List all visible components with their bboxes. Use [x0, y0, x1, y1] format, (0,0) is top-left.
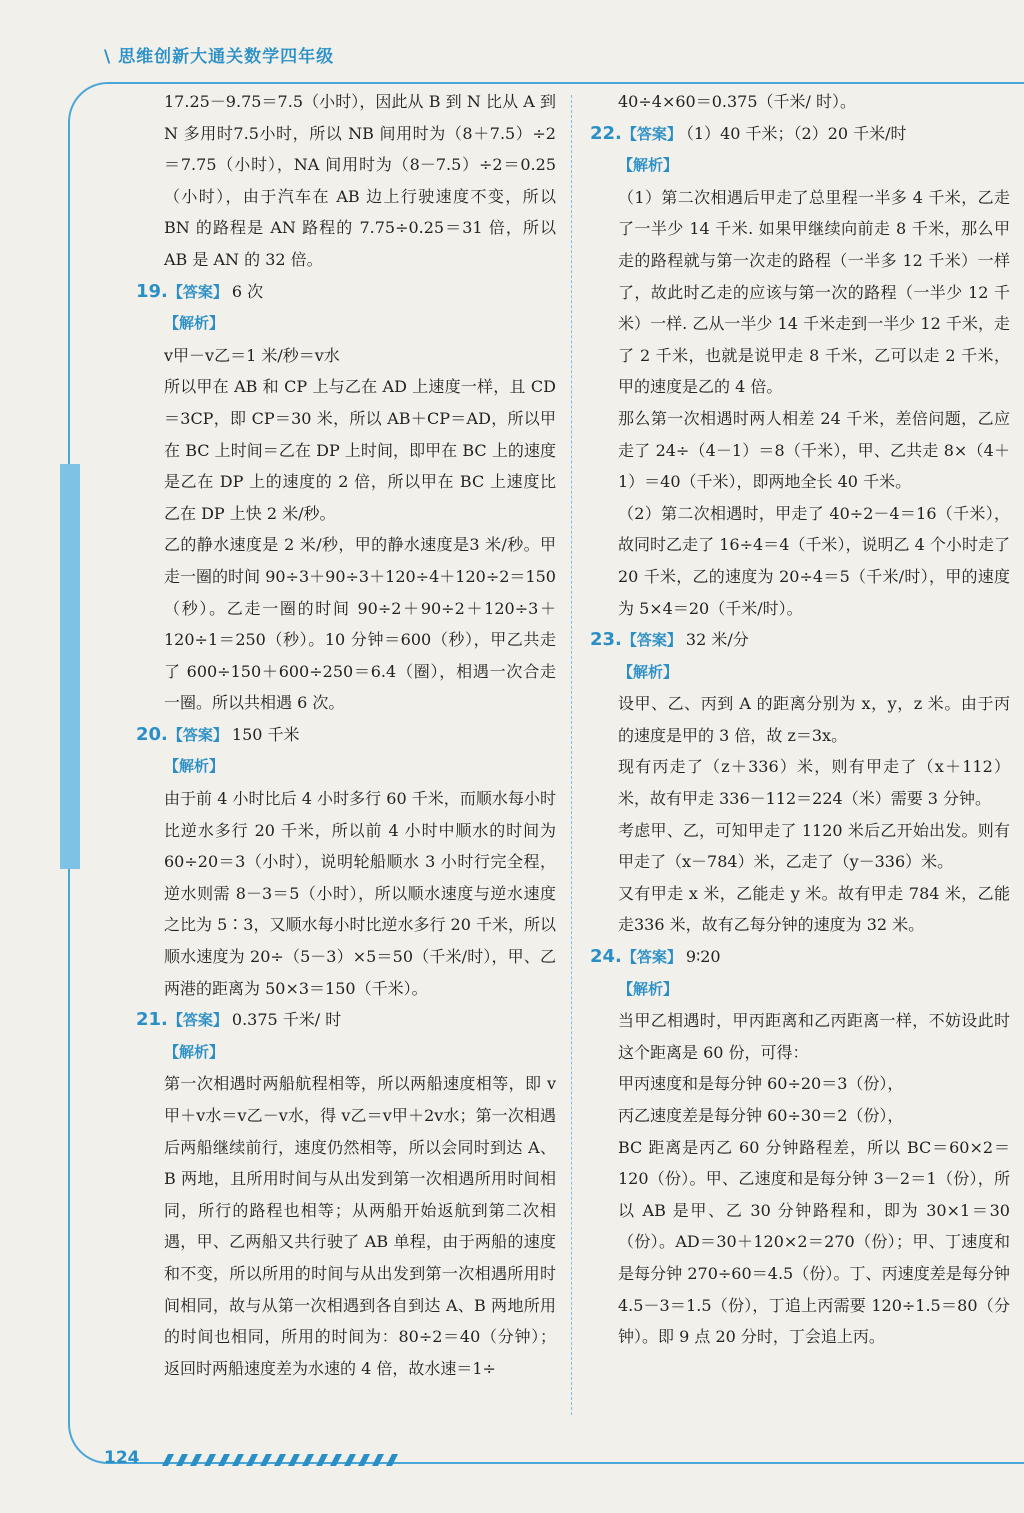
answer-tag: 【答案】 — [167, 1011, 228, 1030]
answer-tag: 【答案】 — [621, 948, 682, 967]
book-title: \ 思维创新大通关数学四年级 — [104, 47, 335, 67]
question-number: 24. — [590, 946, 622, 968]
answer-value: 6 次 — [231, 281, 264, 301]
paragraph: BC 距离是丙乙 60 分钟路程差，所以 BC＝60×2＝120（份）。甲、乙速度和是每分钟 3－2＝1（份），所以 AB 是甲、乙 30 分钟路程和，即为 30×1＝30（份）。AD＝30＋120×2＝270（份）；甲、丁速度和是每分钟 270÷60＝4.5（份）。丁、丙速度差是每分钟 4.5－3＝1.5（份），丁追上丙需要 120÷1.5＝80（分钟）。即 9 点 20 分时，丁会追上丙。 — [618, 1137, 1010, 1347]
paragraph: 设甲、乙、丙到 A 的距离分别为 x，y，z 米。由于丙的速度是甲的 3 倍，故 z＝3x。 — [618, 694, 1010, 745]
paragraph: 甲丙速度和是每分钟 60÷20＝3（份）， — [618, 1074, 904, 1094]
paragraph: 丙乙速度差是每分钟 60÷30＝2（份）， — [618, 1106, 904, 1125]
answer-tag: 【答案】 — [621, 631, 682, 650]
answer-line — [136, 1004, 556, 1037]
left-column — [136, 86, 556, 1384]
answer-value: 9∶20 — [685, 947, 721, 967]
answer-value: 150 千米 — [231, 724, 300, 744]
question-number: 19. — [136, 280, 168, 302]
paragraph: 由于前 4 小时比后 4 小时多行 60 千米，而顺水每小时比逆水多行 20 千米，所以前 4 小时中顺水的时间为 60÷20＝3（小时），说明轮船顺水 3 小时行完全程，逆水则需 8－3＝5（小时），所以顺水速度与逆水速度之比为 5∶3，又顺水每小时比逆水多行 20 千米，所以顺水速度为 20÷（5－3）×5＝50（千米/时），甲、乙两港的距离为 50×3＝150（千米）。 — [164, 789, 556, 998]
analysis-tag: 【解析】 — [164, 1042, 225, 1061]
paragraph: （1）第二次相遇后甲走了总里程一半多 4 千米，乙走了一半少 14 千米. 如果甲继续向前走 8 千米，那么甲走的路程就与第一次走的路程（一半多 12 千米）一样了，故此时乙走的应该与第一次的路程（一半少 12 千米）一样. 乙从一半少 14 千米走到一半少 12 千米，走了 2 千米，也就是说甲走 8 千米，乙可以走 2 千米，甲的速度是乙的 4 倍。 — [618, 187, 1010, 397]
paragraph: 当甲乙相遇时，甲丙距离和乙丙距离一样，不妨设此时这个距离是 60 份，可得： — [618, 1011, 1010, 1062]
analysis-tag: 【解析】 — [164, 314, 225, 333]
question-number: 23. — [590, 629, 622, 651]
answer-line — [136, 276, 556, 309]
analysis-tag: 【解析】 — [618, 662, 679, 681]
paragraph: 17.25－9.75＝7.5（小时），因此从 B 到 N 比从 A 到 N 多用时7.5小时，所以 NB 间用时为（8＋7.5）÷2＝7.75（小时），NA 间用时为（8－7.5）÷2＝0.25（小时），由于汽车在 AB 边上行驶速度不变，所以 BN 的路程是 AN 路程的 7.75÷0.25＝31 倍，所以 AB 是 AN 的 32 倍。 — [164, 92, 556, 269]
answer-tag: 【答案】 — [621, 124, 682, 143]
answer-line — [590, 624, 1010, 657]
analysis-tag: 【解析】 — [618, 156, 679, 175]
footer-stripes — [158, 1452, 398, 1468]
page-number: 124 — [104, 1448, 140, 1468]
paragraph: 现有丙走了（z＋336）米，则有甲走了（x＋112）米，故有甲走 336－112＝224（米）需要 3 分钟。 — [618, 757, 1010, 809]
question-number: 22. — [590, 122, 622, 144]
answer-tag: 【答案】 — [167, 282, 228, 301]
side-tab — [60, 464, 80, 869]
answer-value: （1）40 千米；（2）20 千米/时 — [685, 123, 907, 143]
analysis-tag: 【解析】 — [618, 979, 679, 998]
answer-line — [136, 719, 556, 752]
paragraph: 那么第一次相遇时两人相差 24 千米，差倍问题，乙应走了 24÷（4－1）＝8（千米），甲、乙共走 8×（4＋1）＝40（千米），即两地全长 40 千米。 — [618, 408, 1010, 492]
paragraph: v甲－v乙＝1 米/秒＝v水 — [164, 345, 340, 365]
question-number: 20. — [136, 723, 168, 745]
paragraph: （2）第二次相遇时，甲走了 40÷2－4＝16（千米），故同时乙走了 16÷4＝4（千米），说明乙 4 个小时走了 20 千米，乙的速度为 20÷4＝5（千米/时），甲的速度为 5×4＝20（千米/时）。 — [618, 503, 1010, 618]
column-divider — [571, 95, 572, 1415]
paragraph: 又有甲走 x 米，乙能走 y 米。故有甲走 784 米，乙能走336 米，故有乙每分钟的速度为 32 米。 — [618, 883, 1010, 935]
analysis-tag: 【解析】 — [164, 757, 225, 776]
answer-value: 32 米/分 — [685, 630, 749, 650]
paragraph: 考虑甲、乙，可知甲走了 1120 米后乙开始出发。则有甲走了（x－784）米，乙走了（y－336）米。 — [618, 820, 1010, 872]
paragraph: 40÷4×60＝0.375（千米/ 时）。 — [618, 92, 856, 111]
right-column — [590, 86, 1010, 1353]
answer-tag: 【答案】 — [167, 725, 228, 744]
paragraph: 乙的静水速度是 2 米/秒，甲的静水速度是3 米/秒。甲走一圈的时间 90÷3＋90÷3＋120÷4＋120÷2＝150（秒）。乙走一圈的时间 90÷2＋90÷2＋120÷3＋120÷1＝250（秒）。10 分钟＝600（秒），甲乙共走了 600÷150＋600÷250＝6.4（圈），相遇一次合走一圈。所以共相遇 6 次。 — [164, 535, 556, 713]
paragraph: 第一次相遇时两船航程相等，所以两船速度相等，即 v甲＋v水＝v乙－v水，得 v乙＝v甲＋2v水；第一次相遇后两船继续前行，速度仍然相等，所以会同时到达 A、B 两地，且所用时间与从出发到第一次相遇所用时间相同，所行的路程也相等；从两船开始返航到第二次相遇，甲、乙两船又共行驶了 AB 单程，由于两船的速度和不变，所以所用的时间与从出发到第一次相遇所用时间相同，故与从第一次相遇到各自到达 A、B 两地所用的时间也相同，所用的时间为：80÷2＝40（分钟）；返回时两船速度差为水速的 4 倍，故水速＝1÷ — [164, 1074, 556, 1378]
question-number: 21. — [136, 1009, 168, 1031]
answer-line — [590, 941, 1010, 974]
answer-line — [590, 118, 1010, 151]
answer-value: 0.375 千米/ 时 — [231, 1010, 342, 1030]
paragraph: 所以甲在 AB 和 CP 上与乙在 AD 上速度一样，且 CD＝3CP，即 CP＝30 米，所以 AB＋CP＝AD，所以甲在 BC 上时间＝乙在 DP 上时间，即甲在 BC 上的速度是乙在 DP 上的速度的 2 倍，所以甲在 BC 上速度比乙在 DP 上快 2 米/秒。 — [164, 377, 556, 523]
